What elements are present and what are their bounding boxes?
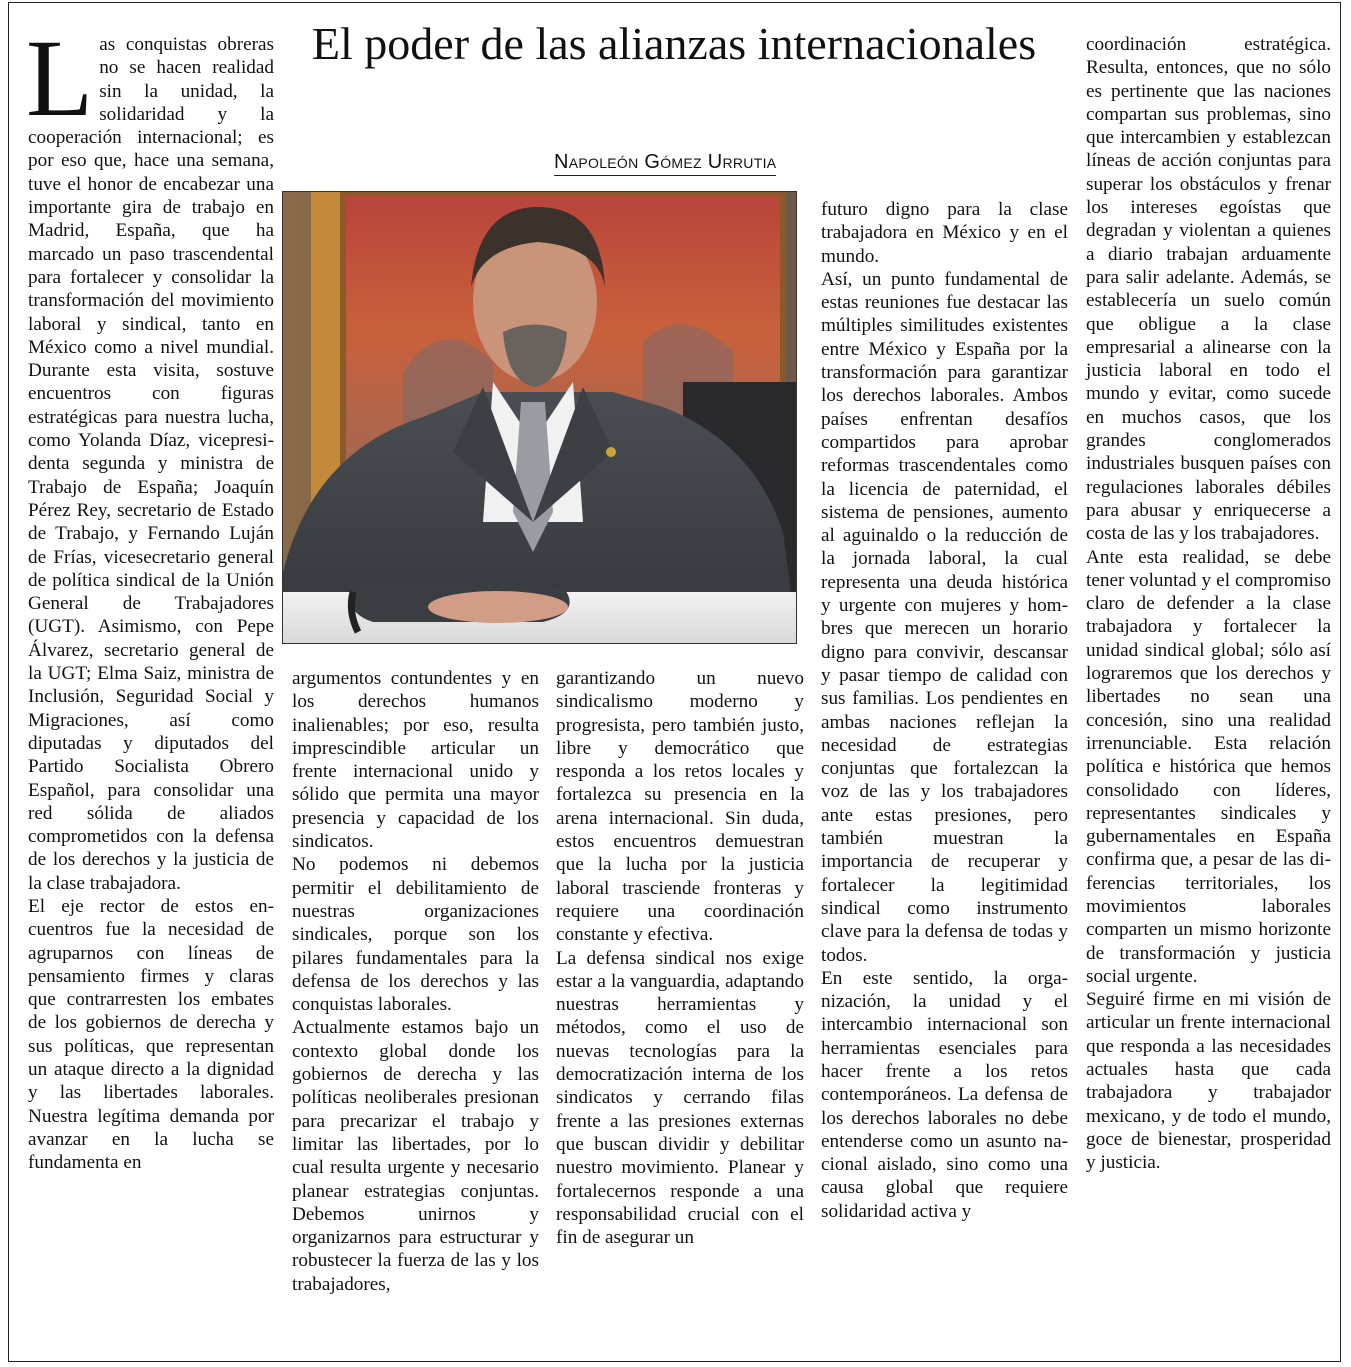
article-paragraph (26, 17, 274, 895)
article-column-2 (292, 667, 539, 1296)
article-column-5 (1086, 33, 1331, 1175)
author-photo (282, 191, 797, 644)
article-column-3 (556, 667, 804, 1249)
article-column-4 (821, 198, 1068, 1223)
paragraph-text: as conquistas obreras no se hacen realidad sin la unidad, la solidaridad y la cooperación internacional; es por eso que, hace una semana, tuve el honor de encabezar una importante gira de trabajo en Madrid, España, que ha marcado un paso trascendental para fortalecer y consolidar la transformación del movimiento laboral y sindical, tanto en México como a nivel mundial. Durante esta visita, sostuve encuentros con figuras estratégicas para nuestra lucha, como Yolanda Díaz, vicepresidenta segunda y ministra de Trabajo de España; Joaquín Pérez Rey, secretario de Estado de Trabajo, y Fernando Luján de Frías, vicesecretario general de política sindical de la Unión General de Trabajadores (UGT). Asimismo, con Pepe Álvarez, secretario general de la UGT; Elma Saiz, ministra de Inclusión, Seguridad Social y Migraciones, así como diputadas y diputados del Partido Socialista Obrero Español, para consolidar una red sólida de aliados comprometidos con la defensa de los derechos y la justicia de la clase trabajadora. (28, 34, 274, 894)
article-paragraph: Así, un punto fundamental de estas reuniones fue destacar las múltiples similitudes existentes entre México y España por la transformación para garantizar los derechos laborales. Ambos países enfrentan desafíos compartidos para aprobar reformas trascendentales como la licencia de paternidad, el sistema de pensiones, aumento al aguinaldo o la reducción de la jornada laboral, la cual representa una deuda histórica y urgente con mujeres y hombres que merecen un horario digno para convivir, descansar y pasar tiempo de calidad con sus familias. Los pendientes en ambas naciones reflejan la necesidad de estrategias conjuntas que fortalezcan la voz de las y los trabajadores ante estas presiones, pero también muestran la importancia de recuperar y fortalecer la legitimidad sindical como instrumento clave para la defensa de todas y todos. (821, 268, 1068, 966)
article-paragraph: argumentos contundentes y en los derechos humanos inalienables; por eso, resulta imprescindible articular un frente internacional unido y sólido que permita una mayor presencia y capacidad de los sindicatos. (292, 668, 539, 853)
article-paragraph: No podemos ni debemos permitir el debilitamiento de nuestras organizaciones sindicales, porque son los pilares fundamentales para la defensa de los derechos y las conquistas laborales. (292, 854, 539, 1016)
article-paragraph: Actualmente estamos bajo un contexto global donde los gobiernos de derecha y las políticas neoliberales presionan para precarizar el trabajo y limitar las libertades, por lo cual resulta urgente y necesario planear estrategias conjuntas. Debemos unirnos y organizarnos para estructurar y robustecer la fuerza de las y los trabajadores, (292, 1017, 539, 1295)
byline-author: Napoleón Gómez Urrutia (554, 151, 776, 176)
drop-cap: L (26, 17, 94, 139)
article-paragraph: En este sentido, la organización, la unidad y el intercambio internacional son herramientas esenciales para hacer frente a los retos contemporáneos. La defensa de los derechos laborales no debe entenderse como un asunto nacional aislado, sino como una causa global que requiere solidaridad activa y (821, 967, 1068, 1222)
newspaper-page (8, 2, 1341, 1362)
article-column-1 (26, 17, 274, 1175)
article-paragraph: La defensa sindical nos exige estar a la vanguardia, adaptando nuestras herramientas y métodos, como el uso de nuevas tecnologías para la democratización interna de los sindicatos y cerrando filas frente a las presiones externas que buscan dividir y debilitar nuestro movimiento. Planear y fortalecernos responde a una responsabilidad crucial con el fin de asegurar un (556, 947, 804, 1249)
article-paragraph: coordinación estratégica. Resulta, entonces, que no sólo es pertinente que las naciones compartan sus problemas, sino que intercambien y establezcan líneas de acción conjuntas para superar los obstáculos y frenar los intereses egoístas que degradan y violentan a quienes a diario trabajan arduamente para salir adelante. Además, se establecería un suelo común que obligue a la clase empresarial a alinearse con la justicia laboral en todo el mundo y evitar, como sucede en muchos casos, que los grandes conglomerados industriales busquen países con regulaciones laborales débiles para abusar y enriquecerse a costa de las y los trabajadores. (1086, 34, 1331, 545)
headline: El poder de las alianzas internacionales (311, 18, 1037, 69)
article-paragraph: garantizando un nuevo sindicalismo moderno y progresista, pero también justo, libre y democrático que responda a los retos locales y fortalezca su presencia en la arena internacional. Sin duda, estos encuentros demuestran que la lucha por la justicia laboral trasciende fronteras y requiere una coordinación constante y efectiva. (556, 668, 804, 946)
article-paragraph: futuro digno para la clase trabajadora en México y en el mundo. (821, 199, 1068, 267)
article-paragraph: El eje rector de estos encuentros fue la necesidad de agruparnos con líneas de pensamiento firmes y claras que contrarresten los embates de los gobiernos de derecha y sus políticas, que representan un ataque directo a la dignidad y las libertades laborales. Nuestra legítima demanda por avanzar en la lucha se fundamenta en (28, 895, 274, 1174)
article-paragraph: Ante esta realidad, se debe tener voluntad y el compromiso claro de defender a la clase trabajadora y fortalecer la unidad sindical global; sólo así lograremos que los derechos y libertades no sean una concesión, sino una realidad irrenunciable. Esta relación política e histórica que hemos consolidado con líderes, representantes sindicales y gubernamentales en España confirma que, a pesar de las diferencias territoriales, los movimientos laborales comparten un mismo horizonte de transformación y justicia social urgente. (1086, 546, 1331, 987)
article-paragraph: Seguiré firme en mi visión de articular un frente internacional que responda a las necesidades actuales hasta que cada trabajadora y trabajador mexicano, y de todo el mundo, goce de bienestar, prosperidad y justicia. (1086, 989, 1331, 1174)
